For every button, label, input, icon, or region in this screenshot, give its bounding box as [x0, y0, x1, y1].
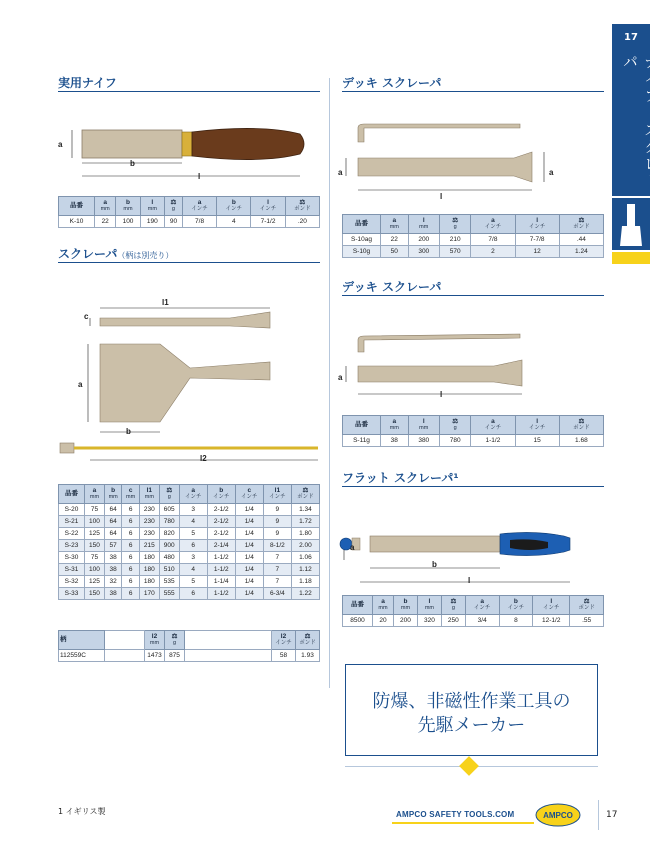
- section-rule: [58, 262, 320, 263]
- ampco-logo-text: AMPCO: [543, 811, 573, 820]
- section-title-scraper: スクレーパ（柄は別売り）: [58, 247, 174, 261]
- dim-l: l: [440, 192, 443, 201]
- table-row: 112559C 1473 875 58 1.93: [59, 649, 320, 661]
- scraper-table: [58, 484, 320, 600]
- dim-l: l: [468, 576, 471, 585]
- table-row: S-11g 38 380 780 1-1/2 15 1.68: [343, 434, 604, 446]
- chapter-label: ナイフ・スクレーパ: [621, 54, 660, 190]
- table-row: S-20 75 64 6 230 605 3 2-1/2 1/4 9 1.34: [59, 503, 320, 515]
- ampco-logo-icon: [535, 803, 581, 827]
- deck-scraper-illustration: [334, 118, 604, 214]
- footer-brand-link[interactable]: AMPCO SAFETY TOOLS.COM: [396, 810, 515, 819]
- deck-scraper-table-2: [342, 415, 604, 447]
- promo-box: [345, 664, 598, 756]
- dim-a: a: [58, 140, 63, 149]
- page-number: 17: [606, 810, 618, 820]
- dim-a: a: [78, 380, 83, 389]
- table-row: 8500 20 200 320 250 3/4 8 12-1/2 .55: [343, 614, 604, 626]
- dim-l2: l2: [200, 454, 207, 463]
- scraper-handle-table: [58, 630, 320, 662]
- table-row: S-22 125 64 6 230 820 5 2-1/2 1/4 9 1.80: [59, 527, 320, 539]
- section-title-flat-scraper: フラット スクレーパ¹: [342, 471, 459, 485]
- dim-a: a: [338, 168, 343, 177]
- dim-b: b: [126, 427, 131, 436]
- table-header-row: 品番 a mm l mm ⚖ g a インチ l インチ ⚖ ポンド: [343, 416, 604, 435]
- dim-l: l: [198, 172, 201, 181]
- section-title-deck-scraper: デッキ スクレーパ: [342, 76, 442, 90]
- promo-line-2: 先駆メーカー: [417, 715, 526, 736]
- scraper-illustration: [60, 300, 322, 480]
- section-rule: [342, 295, 604, 296]
- footer-accent: [392, 822, 534, 824]
- footer-divider: [598, 800, 599, 830]
- dim-b: b: [130, 159, 135, 168]
- dim-l1: l1: [162, 298, 169, 307]
- table-row: S-32 125 32 6 180 535 5 1-1/4 1/4 7 1.18: [59, 575, 320, 587]
- dim-a: a: [350, 543, 355, 552]
- section-rule: [58, 91, 320, 92]
- dim-a: a: [338, 373, 343, 382]
- footnote: 1 イギリス製: [58, 807, 106, 816]
- promo-line-1: 防爆、非磁性作業工具の: [372, 691, 571, 712]
- flat-scraper-table: [342, 595, 604, 627]
- utility-knife-illustration: [60, 118, 322, 194]
- table-row: S-21 100 64 6 230 780 4 2-1/2 1/4 9 1.72: [59, 515, 320, 527]
- table-header-row: 品番 a mm b mm l mm ⚖ g a インチ b インチ l インチ ⚖ ポンド: [343, 596, 604, 615]
- scraper-icon: [612, 196, 650, 250]
- dim-l: l: [440, 390, 443, 399]
- dim-c: c: [84, 312, 89, 321]
- section-title-utility-knife: 実用ナイフ: [58, 76, 117, 90]
- chapter-tab: [612, 24, 660, 196]
- deck-scraper-illustration: [334, 328, 604, 414]
- diamond-icon: [459, 756, 479, 776]
- dim-a: a: [549, 168, 554, 177]
- section-rule: [342, 486, 604, 487]
- table-header-row: 品番 a mm b mm l mm ⚖ g a インチ b インチ l インチ ⚖ ポンド: [59, 197, 320, 216]
- column-divider: [329, 78, 330, 688]
- table-header-row: 品番 a mm b mm c mm l1 mm ⚖ g a インチ b インチ c インチ l1 インチ ⚖ ポンド: [59, 485, 320, 504]
- table-row: K-10 22 100 190 90 7/8 4 7-1/2 .20: [59, 215, 320, 227]
- table-row: S-10ag 22 200 210 7/8 7-7/8 .44: [343, 233, 604, 245]
- deck-scraper-table-1: [342, 214, 604, 258]
- chapter-number: 17: [624, 32, 638, 43]
- section-title-deck-scraper: デッキ スクレーパ: [342, 280, 442, 294]
- table-row: S-33 150 38 6 170 555 6 1-1/2 1/4 6-3/4 1.22: [59, 587, 320, 599]
- dim-b: b: [432, 560, 437, 569]
- section-rule: [342, 91, 604, 92]
- table-header-row: 柄 l2 mm ⚖ g l2 インチ ⚖ ポンド: [59, 631, 320, 650]
- chapter-accent: [612, 252, 650, 264]
- table-row: S-10g 50 300 570 2 12 1.24: [343, 245, 604, 257]
- table-row: S-30 75 38 6 180 480 3 1-1/2 1/4 7 1.06: [59, 551, 320, 563]
- table-row: S-31 100 38 6 180 510 4 1-1/2 1/4 7 1.12: [59, 563, 320, 575]
- table-row: S-23 150 57 6 215 900 6 2-1/4 1/4 8-1/2 2.00: [59, 539, 320, 551]
- table-header-row: 品番 a mm l mm ⚖ g a インチ l インチ ⚖ ポンド: [343, 215, 604, 234]
- utility-knife-table: [58, 196, 320, 228]
